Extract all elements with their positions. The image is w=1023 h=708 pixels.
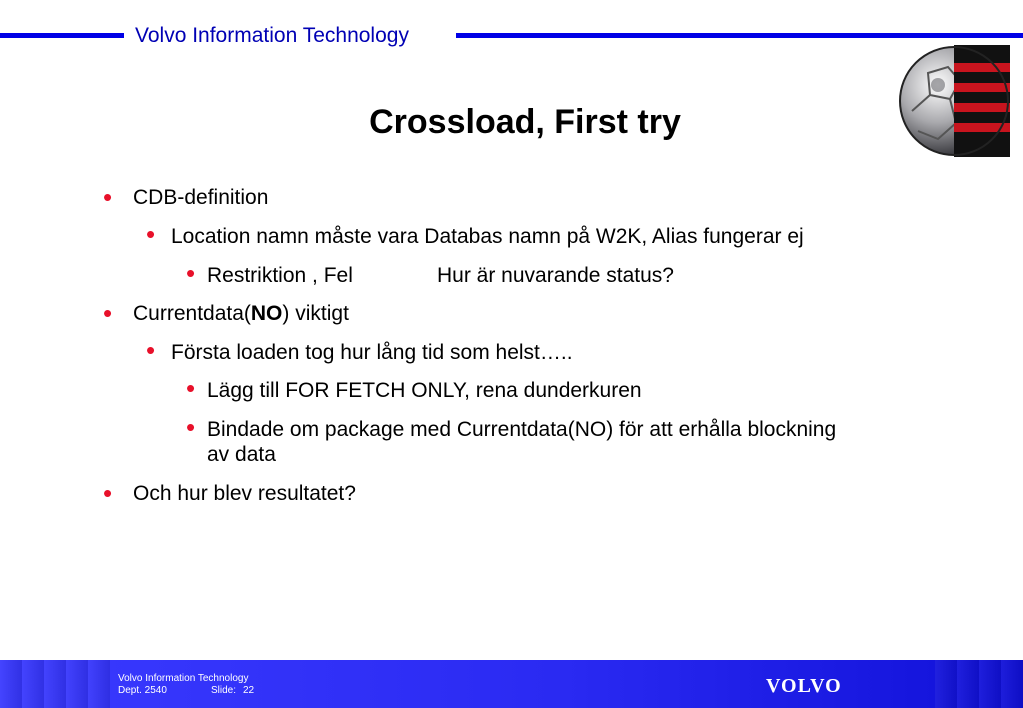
header-rule-right <box>456 33 1023 38</box>
footer-slide-number: 22 <box>243 685 255 696</box>
volvo-logo: VOLVO <box>766 675 842 697</box>
bullet-dot-icon: • <box>146 219 156 249</box>
bullet-dot-icon: • <box>186 373 196 403</box>
bullet-item: • Första loaden tog hur lång tid som helst….. <box>146 335 573 365</box>
bullet-dot-icon: • <box>103 478 113 508</box>
bullet-dot-icon: • <box>103 182 113 212</box>
slide-title: Crossload, First try <box>369 103 681 141</box>
bullet-item: • Location namn måste vara Databas namn på W2K, Alias fungerar ej <box>146 219 804 249</box>
bullet-dot-icon: • <box>186 258 196 288</box>
footer-dept: Dept. 2540 <box>118 685 167 696</box>
bullet-dot-icon: • <box>146 335 156 365</box>
footer-slide-label: Slide: <box>211 685 237 696</box>
bullet-item: • Lägg till FOR FETCH ONLY, rena dunderkuren <box>186 373 642 403</box>
bullet-dot-icon: • <box>103 298 113 328</box>
footer-org: Volvo Information Technology <box>118 673 249 684</box>
bullet-item: • Bindade om package med Currentdata(NO) för att erhålla blockning av data <box>186 412 837 466</box>
bullet-item: • Restriktion , Fel Hur är nuvarande status? <box>186 258 674 288</box>
bullet-item: • Currentdata(NO) viktigt <box>103 298 349 328</box>
bullet-item: • Och hur blev resultatet? <box>103 478 356 508</box>
header-rule-left <box>0 33 124 38</box>
header-org-title: Volvo Information Technology <box>135 24 409 47</box>
bullet-item: • CDB-definition <box>103 182 269 212</box>
bullet-dot-icon: • <box>186 412 196 442</box>
